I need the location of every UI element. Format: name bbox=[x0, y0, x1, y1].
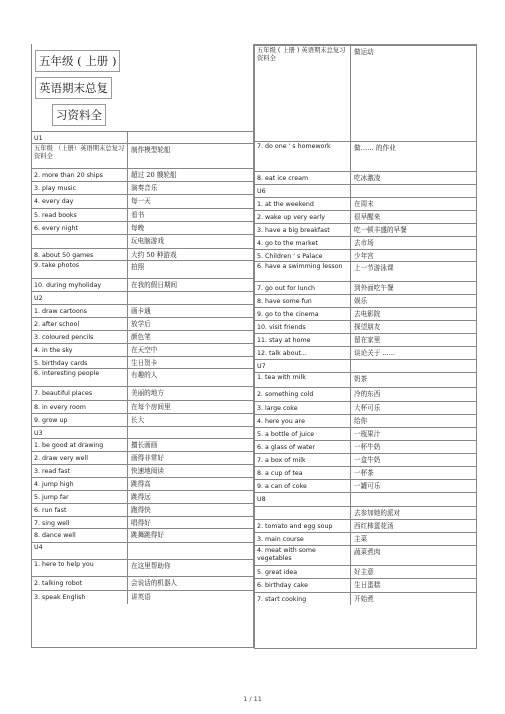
english-term: 7. go out for lunch bbox=[257, 285, 316, 292]
table-row bbox=[32, 477, 253, 490]
english-term: 6. interesting people bbox=[34, 370, 100, 377]
table-row bbox=[32, 590, 253, 604]
table-row bbox=[255, 372, 476, 387]
chinese-translation: 去参加她的派对 bbox=[350, 507, 474, 519]
english-term: 2. something cold bbox=[257, 391, 314, 398]
chinese-translation: 在天空中 bbox=[127, 344, 251, 356]
chinese-translation: 制作模型轮船 bbox=[127, 144, 251, 168]
chinese-translation: 生日贺卡 bbox=[127, 357, 251, 368]
chinese-translation bbox=[350, 493, 474, 506]
chinese-translation: 长大 bbox=[127, 414, 251, 426]
english-term: 4. go to the market bbox=[257, 240, 318, 247]
table-row bbox=[32, 413, 253, 426]
table-row bbox=[255, 171, 476, 184]
table-row bbox=[255, 427, 476, 440]
chinese-translation: 生日蛋糕 bbox=[350, 579, 474, 592]
english-term: 9. take photos bbox=[34, 262, 80, 269]
chinese-translation: 娱乐 bbox=[350, 295, 474, 307]
chinese-translation: 拍照 bbox=[127, 261, 251, 278]
english-term: 2. draw very well bbox=[34, 455, 89, 462]
chinese-translation: 少年宫 bbox=[350, 250, 474, 261]
table-row bbox=[255, 210, 476, 223]
chinese-translation: 给你 bbox=[350, 415, 474, 427]
table-row bbox=[255, 532, 476, 545]
table-row bbox=[255, 261, 476, 281]
table-row bbox=[32, 168, 253, 181]
table-row bbox=[32, 542, 253, 559]
vocabulary-sheet bbox=[31, 44, 475, 647]
table-row bbox=[255, 359, 476, 372]
table-row bbox=[255, 414, 476, 427]
table-row bbox=[255, 184, 476, 197]
table-row bbox=[255, 294, 476, 307]
table-row bbox=[255, 307, 476, 320]
english-term: 5. birthday cards bbox=[34, 360, 88, 367]
table-row bbox=[255, 440, 476, 453]
chinese-translation: 美丽的地方 bbox=[127, 387, 251, 400]
english-term: 1. draw cartoons bbox=[34, 308, 87, 315]
english-term: 4. jump high bbox=[34, 481, 74, 488]
table-row bbox=[32, 490, 253, 503]
english-term: 5. Children ' s Palace bbox=[257, 253, 323, 260]
english-term: U3 bbox=[34, 430, 43, 437]
english-term: 3. play music bbox=[34, 185, 76, 192]
chinese-translation: 大约 50 种游戏 bbox=[127, 249, 251, 260]
english-term: U4 bbox=[34, 544, 43, 551]
title-line-2: 英语期末总复 bbox=[35, 77, 112, 99]
table-row bbox=[32, 330, 253, 343]
english-term: 2. talking robot bbox=[34, 580, 83, 587]
english-term: 9. grow up bbox=[34, 417, 68, 424]
table-row bbox=[32, 278, 253, 291]
chinese-translation: 画卡通 bbox=[127, 305, 251, 317]
chinese-translation: 唱得好 bbox=[127, 517, 251, 528]
table-row bbox=[255, 223, 476, 236]
title-line-1: 五年级 ( 上册 ) bbox=[35, 50, 120, 72]
english-term: U8 bbox=[257, 496, 266, 503]
table-row bbox=[255, 592, 476, 605]
english-term: 12. talk about... bbox=[257, 350, 307, 357]
english-term: 8. in every room bbox=[34, 404, 86, 411]
chinese-translation: 超过 20 艘轮船 bbox=[127, 169, 251, 181]
chinese-translation: 看书 bbox=[127, 209, 251, 221]
table-row bbox=[255, 401, 476, 414]
english-term: 五年级 （上册）英语期末总复习资料全 bbox=[34, 145, 125, 160]
english-term: 3. have a big breakfast bbox=[257, 227, 330, 234]
chinese-translation: 跳得高 bbox=[127, 478, 251, 490]
table-row bbox=[255, 453, 476, 466]
right-column bbox=[254, 44, 477, 649]
english-term: 7. a box of milk bbox=[257, 457, 306, 464]
chinese-translation: 开始煮 bbox=[350, 593, 474, 605]
english-term: 1. be good at drawing bbox=[34, 442, 104, 449]
english-term: 1. here to help you bbox=[34, 561, 94, 568]
table-row bbox=[32, 291, 253, 304]
english-term: 6. run fast bbox=[34, 507, 67, 514]
english-term: 3. large coke bbox=[257, 405, 298, 412]
left-column bbox=[31, 44, 254, 648]
english-term: 7. sing well bbox=[34, 520, 70, 527]
chinese-translation: 每一天 bbox=[127, 195, 251, 208]
chinese-translation: 很早醒来 bbox=[350, 211, 474, 223]
chinese-translation: 跑得快 bbox=[127, 504, 251, 516]
chinese-translation: 一罐可乐 bbox=[350, 480, 474, 492]
chinese-translation bbox=[127, 427, 251, 438]
chinese-translation: 留在家里 bbox=[350, 334, 474, 346]
english-term: 2. after school bbox=[34, 321, 80, 328]
table-row bbox=[255, 346, 476, 359]
english-term: 5. jump far bbox=[34, 494, 69, 501]
english-term: 3. main course bbox=[257, 536, 304, 543]
chinese-translation: 去市场 bbox=[350, 237, 474, 249]
chinese-translation: 吃冰激凌 bbox=[350, 172, 474, 184]
chinese-translation: 一盒牛奶 bbox=[350, 454, 474, 466]
english-term: 8. a cup of tea bbox=[257, 470, 303, 477]
table-row bbox=[255, 506, 476, 519]
english-term: 8. eat ice cream bbox=[257, 175, 309, 182]
chinese-translation: 到外面吃午餐 bbox=[350, 282, 474, 294]
table-row bbox=[32, 464, 253, 477]
table-row bbox=[255, 387, 476, 401]
table-row bbox=[32, 248, 253, 260]
chinese-translation: 大杯可乐 bbox=[350, 402, 474, 414]
table-row bbox=[255, 519, 476, 532]
english-term: 2. wake up very early bbox=[257, 214, 326, 221]
chinese-translation: 会说话的机器人 bbox=[127, 577, 251, 590]
english-term: 6. a glass of water bbox=[257, 444, 316, 451]
english-term: 4. in the sky bbox=[34, 347, 73, 354]
english-term: 7. start cooking bbox=[257, 596, 307, 603]
chinese-translation: 在周末 bbox=[350, 198, 474, 210]
english-term: 8. have some fun bbox=[257, 298, 312, 305]
table-row bbox=[32, 426, 253, 438]
table-row bbox=[255, 197, 476, 210]
english-term: 1. tea with milk bbox=[257, 374, 306, 381]
english-term: U1 bbox=[34, 135, 43, 142]
table-row bbox=[255, 141, 476, 171]
chinese-translation: 上一节游泳课 bbox=[350, 262, 474, 281]
english-term: 五年级 ( 上册 ) 英语期末总复习资料全 bbox=[257, 47, 346, 62]
table-row bbox=[32, 304, 253, 317]
chinese-translation: 擅长画画 bbox=[127, 439, 251, 451]
chinese-translation: 一杯茶 bbox=[350, 467, 474, 479]
english-term: 10. during myholiday bbox=[34, 282, 102, 289]
english-term: 8. dance well bbox=[34, 532, 76, 539]
chinese-translation: 冷的东西 bbox=[350, 388, 474, 401]
table-row bbox=[255, 545, 476, 565]
english-term: 3. speak English bbox=[34, 594, 86, 601]
table-row bbox=[255, 236, 476, 249]
english-term: 4. meat with some vegetables bbox=[257, 547, 316, 562]
english-term: 5. a bottle of juice bbox=[257, 431, 315, 438]
chinese-translation: 跳得远 bbox=[127, 491, 251, 503]
english-term: 1. at the weekend bbox=[257, 201, 314, 208]
table-row bbox=[32, 400, 253, 413]
table-row bbox=[32, 356, 253, 368]
chinese-translation: 颜色笔 bbox=[127, 331, 251, 343]
chinese-translation bbox=[350, 360, 474, 372]
table-row bbox=[32, 181, 253, 194]
chinese-translation: 去电影院 bbox=[350, 308, 474, 320]
english-term: 7. do one ' s homework bbox=[257, 143, 331, 150]
title-line-3: 习资料全 bbox=[52, 104, 106, 126]
chinese-translation bbox=[127, 543, 251, 559]
chinese-translation: 谈论关于 ...... bbox=[350, 347, 474, 359]
chinese-translation: 做…… 的作业 bbox=[350, 142, 474, 171]
chinese-translation: 在这里帮助你 bbox=[127, 560, 251, 576]
table-row bbox=[32, 317, 253, 330]
english-term: U2 bbox=[34, 295, 43, 302]
table-row bbox=[32, 221, 253, 234]
table-row bbox=[255, 333, 476, 346]
english-term: 4. every day bbox=[34, 198, 74, 205]
table-row bbox=[255, 320, 476, 333]
english-term: 2. more than 20 ships bbox=[34, 172, 103, 179]
table-row bbox=[32, 368, 253, 386]
chinese-translation: 讲英语 bbox=[127, 591, 251, 604]
page-number: 1 / 11 bbox=[243, 695, 262, 703]
chinese-translation: 在我的假日期间 bbox=[127, 279, 251, 291]
chinese-translation: 吃一顿丰盛的早餐 bbox=[350, 224, 474, 236]
table-row bbox=[32, 451, 253, 464]
english-term: 6. every night bbox=[34, 225, 78, 232]
table-row bbox=[255, 249, 476, 261]
table-row bbox=[32, 131, 253, 143]
table-row bbox=[32, 503, 253, 516]
chinese-translation: 奶茶 bbox=[350, 373, 474, 387]
table-row bbox=[32, 208, 253, 221]
english-term: 7. beautiful places bbox=[34, 390, 93, 397]
chinese-translation: 有趣的人 bbox=[127, 369, 251, 386]
chinese-translation: 西红柿蛋花汤 bbox=[350, 520, 474, 532]
table-row bbox=[32, 194, 253, 208]
english-term: 8. about 50 games bbox=[34, 252, 94, 259]
english-term: 3. coloured pencils bbox=[34, 334, 94, 341]
english-term: 6. have a swimming lesson bbox=[257, 263, 343, 270]
english-term: 5. read books bbox=[34, 212, 77, 219]
english-term: 6. birthday cake bbox=[257, 582, 309, 589]
chinese-translation: 做运动 bbox=[350, 46, 474, 141]
table-row bbox=[32, 260, 253, 278]
chinese-translation: 探望朋友 bbox=[350, 321, 474, 333]
english-term: 10. visit friends bbox=[257, 324, 306, 331]
chinese-translation: 一杯牛奶 bbox=[350, 441, 474, 453]
chinese-translation: 蔬菜煮肉 bbox=[350, 546, 474, 565]
table-row bbox=[32, 386, 253, 400]
table-row bbox=[255, 45, 476, 141]
chinese-translation: 玩电脑游戏 bbox=[127, 235, 251, 248]
chinese-translation bbox=[127, 132, 251, 143]
chinese-translation bbox=[127, 292, 251, 304]
table-row bbox=[255, 492, 476, 506]
english-term: 3. read fast bbox=[34, 468, 71, 475]
chinese-translation: 放学后 bbox=[127, 318, 251, 330]
english-term: 2. tomato and egg soup bbox=[257, 523, 333, 530]
table-row bbox=[32, 576, 253, 590]
table-row bbox=[32, 516, 253, 528]
chinese-translation: 快速地阅读 bbox=[127, 465, 251, 477]
chinese-translation: 在每个房间里 bbox=[127, 401, 251, 413]
table-row bbox=[255, 578, 476, 592]
table-row bbox=[32, 528, 253, 542]
table-row bbox=[32, 438, 253, 451]
chinese-translation: 好主意 bbox=[350, 566, 474, 578]
table-row bbox=[32, 143, 253, 168]
chinese-translation: 跳舞跳得好 bbox=[127, 529, 251, 542]
english-term: 5. great idea bbox=[257, 569, 298, 576]
chinese-translation: 每晚 bbox=[127, 222, 251, 234]
table-row bbox=[32, 234, 253, 248]
table-row bbox=[32, 559, 253, 576]
chinese-translation: 演奏音乐 bbox=[127, 182, 251, 194]
english-term: U6 bbox=[257, 188, 266, 195]
chinese-translation: 主菜 bbox=[350, 533, 474, 545]
english-term: 9. go to the cinema bbox=[257, 311, 319, 318]
english-term: U7 bbox=[257, 363, 266, 370]
english-term: 11. stay at home bbox=[257, 337, 311, 344]
chinese-translation: 画得非常好 bbox=[127, 452, 251, 464]
table-row bbox=[32, 343, 253, 356]
chinese-translation bbox=[350, 185, 474, 197]
english-term: 4. here you are bbox=[257, 418, 305, 425]
english-term: 9. a can of coke bbox=[257, 483, 307, 490]
chinese-translation: 一瓶果汁 bbox=[350, 428, 474, 440]
table-row bbox=[255, 466, 476, 479]
table-row bbox=[255, 479, 476, 492]
table-row bbox=[255, 565, 476, 578]
title-block bbox=[32, 44, 253, 131]
table-row bbox=[255, 281, 476, 294]
